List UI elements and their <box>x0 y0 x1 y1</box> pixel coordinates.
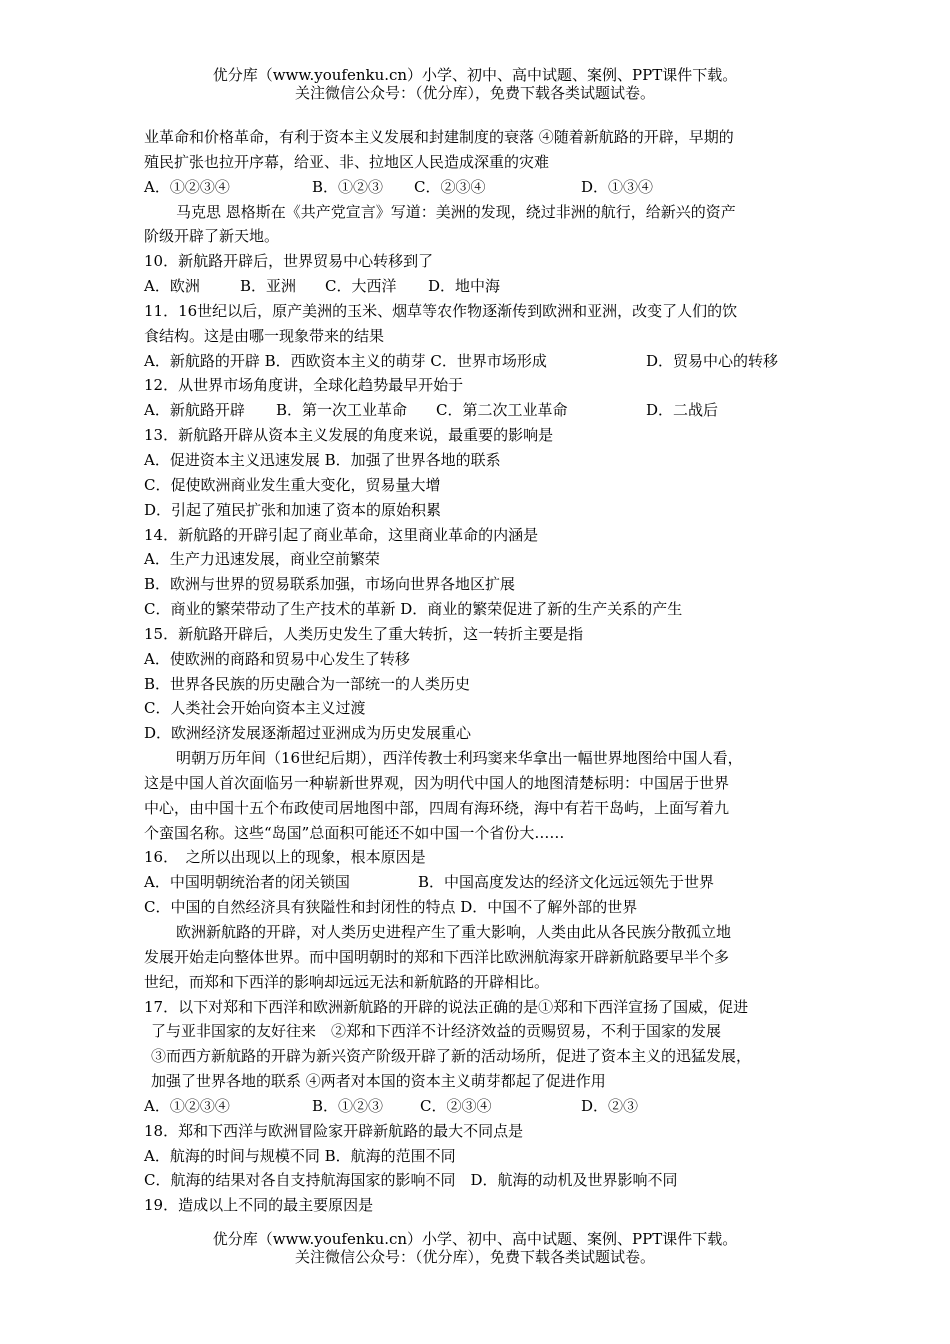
q11-options <box>144 349 824 374</box>
page-header <box>0 66 950 102</box>
footer-line-1: 优分库（www.youfenku.cn）小学、初中、高中试题、案例、PPT课件下载。 <box>212 1230 738 1248</box>
option-line: C．促使欧洲商业发生重大变化，贸易量大增 <box>144 475 441 494</box>
passage-line: 中心，由中国十五个布政使司居地图中部，四周有海环绕，海中有若干岛屿，上面写着九 <box>144 798 730 817</box>
option-d: D．贸易中心的转移 <box>646 351 779 370</box>
exam-body <box>144 125 824 1218</box>
option-d: D．①③④ <box>581 177 654 196</box>
page-footer <box>0 1230 950 1266</box>
question-12: 12．从世界市场角度讲，全球化趋势最早开始于 <box>144 376 464 395</box>
q10-options <box>144 274 824 299</box>
passage-line: 阶级开辟了新天地。 <box>144 227 280 246</box>
option-a: A．中国明朝统治者的闭关锁国 <box>144 873 350 892</box>
option-line: A．生产力迅速发展，商业空前繁荣 <box>144 550 380 569</box>
passage-line: 这是中国人首次面临另一种崭新世界观，因为明代中国人的地图清楚标明：中国居于世界 <box>144 773 730 792</box>
option-c: C．大西洋 <box>325 277 397 296</box>
option-line: A．使欧洲的商路和贸易中心发生了转移 <box>144 649 410 668</box>
option-c: C．②③④ <box>414 177 486 196</box>
option-a: A．新航路开辟 <box>144 401 245 420</box>
question-17: 17．以下对郑和下西洋和欧洲新航路的开辟的说法正确的是①郑和下西洋宣扬了国威，促进 <box>144 997 749 1016</box>
question-13: 13．新航路开辟从资本主义发展的角度来说，最重要的影响是 <box>144 426 554 445</box>
option-a: A．①②③④ <box>144 1096 230 1115</box>
question-11: 11．16世纪以后，原产美洲的玉米、烟草等农作物逐渐传到欧洲和亚洲，改变了人们的饮 <box>144 301 738 320</box>
question-17-cont: 加强了世界各地的联系 ④两者对本国的资本主义萌芽都起了促进作用 <box>151 1072 606 1091</box>
passage-line: 世纪，而郑和下西洋的影响却远远无法和新航路的开辟相比。 <box>144 972 550 991</box>
option-d: D．②③ <box>581 1096 639 1115</box>
option-line: C．中国的自然经济具有狭隘性和封闭性的特点 D．中国不了解外部的世界 <box>144 898 638 917</box>
q12-options <box>144 398 824 423</box>
option-a: A．①②③④ <box>144 177 230 196</box>
question-15: 15．新航路开辟后，人类历史发生了重大转折，这一转折主要是指 <box>144 624 584 643</box>
passage-line: 发展开始走向整体世界。而中国明朝时的郑和下西洋比欧洲航海家开辟新航路要早半个多 <box>144 947 730 966</box>
option-b: B．①②③ <box>312 1096 384 1115</box>
q17-options <box>144 1094 824 1119</box>
option-a: A．欧洲 <box>144 277 200 296</box>
option-abc: A．新航路的开辟 B．西欧资本主义的萌芽 C．世界市场形成 <box>144 351 547 370</box>
option-line: D．引起了殖民扩张和加速了资本的原始积累 <box>144 500 442 519</box>
passage-line: 明朝万历年间（16世纪后期），西洋传教士利玛窦来华拿出一幅世界地图给中国人看， <box>176 749 743 768</box>
passage-line: 马克思 恩格斯在《共产党宣言》写道：美洲的发现，绕过非洲的航行，给新兴的资产 <box>176 202 736 221</box>
option-line: A．促进资本主义迅速发展 B．加强了世界各地的联系 <box>144 450 501 469</box>
question-17-cont: ③而西方新航路的开辟为新兴资产阶级开辟了新的活动场所，促进了资本主义的迅猛发展， <box>151 1047 752 1066</box>
option-b: B．第一次工业革命 <box>276 401 408 420</box>
option-c: C．第二次工业革命 <box>436 401 568 420</box>
option-b: B．中国高度发达的经济文化远远领先于世界 <box>418 873 715 892</box>
question-11-cont: 食结构。这是由哪一现象带来的结果 <box>144 326 385 345</box>
option-d: D．二战后 <box>646 401 719 420</box>
question-10: 10．新航路开辟后，世界贸易中心转移到了 <box>144 252 434 271</box>
option-line: D．欧洲经济发展逐渐超过亚洲成为历史发展重心 <box>144 724 472 743</box>
question-18: 18．郑和下西洋与欧洲冒险家开辟新航路的最大不同点是 <box>144 1121 524 1140</box>
question-19: 19．造成以上不同的最主要原因是 <box>144 1196 374 1215</box>
option-b: B．①②③ <box>312 177 384 196</box>
option-line: B．欧洲与世界的贸易联系加强，市场向世界各地区扩展 <box>144 575 516 594</box>
question-17-cont: 了与亚非国家的友好往来 ②郑和下西洋不计经济效益的贡赐贸易，不利于国家的发展 <box>151 1022 722 1041</box>
option-b: B．亚洲 <box>240 277 297 296</box>
header-line-2: 关注微信公众号：（优分库），免费下载各类试题试卷。 <box>294 84 655 102</box>
text-line: 殖民扩张也拉开序幕，给亚、非、拉地区人民造成深重的灾难 <box>144 152 550 171</box>
option-c: C．②③④ <box>420 1096 492 1115</box>
option-line: A．航海的时间与规模不同 B．航海的范围不同 <box>144 1146 456 1165</box>
option-line: C．人类社会开始向资本主义过渡 <box>144 699 366 718</box>
passage-line: 欧洲新航路的开辟，对人类历史进程产生了重大影响，人类由此从各民族分散孤立地 <box>176 923 732 941</box>
option-line: C．航海的结果对各自支持航海国家的影响不同 D．航海的动机及世界影响不同 <box>144 1171 678 1190</box>
passage-line: 个蛮国名称。这些“岛国”总面积可能还不如中国一个省份大…… <box>144 823 565 842</box>
text-line: 业革命和价格革命，有利于资本主义发展和封建制度的衰落 ④随着新航路的开辟，早期的 <box>144 128 734 146</box>
option-line: C．商业的繁荣带动了生产技术的革新 D．商业的繁荣促进了新的生产关系的产生 <box>144 600 683 619</box>
q16-options-ab <box>144 870 824 895</box>
header-line-1: 优分库（www.youfenku.cn）小学、初中、高中试题、案例、PPT课件下载。 <box>212 66 738 84</box>
q9-options <box>144 175 824 200</box>
option-line: B．世界各民族的历史融合为一部统一的人类历史 <box>144 674 471 693</box>
question-14: 14．新航路的开辟引起了商业革命，这里商业革命的内涵是 <box>144 525 539 544</box>
option-d: D．地中海 <box>428 277 501 296</box>
question-16: 16． 之所以出现以上的现象，根本原因是 <box>144 848 426 867</box>
footer-line-2: 关注微信公众号：（优分库），免费下载各类试题试卷。 <box>294 1248 655 1266</box>
